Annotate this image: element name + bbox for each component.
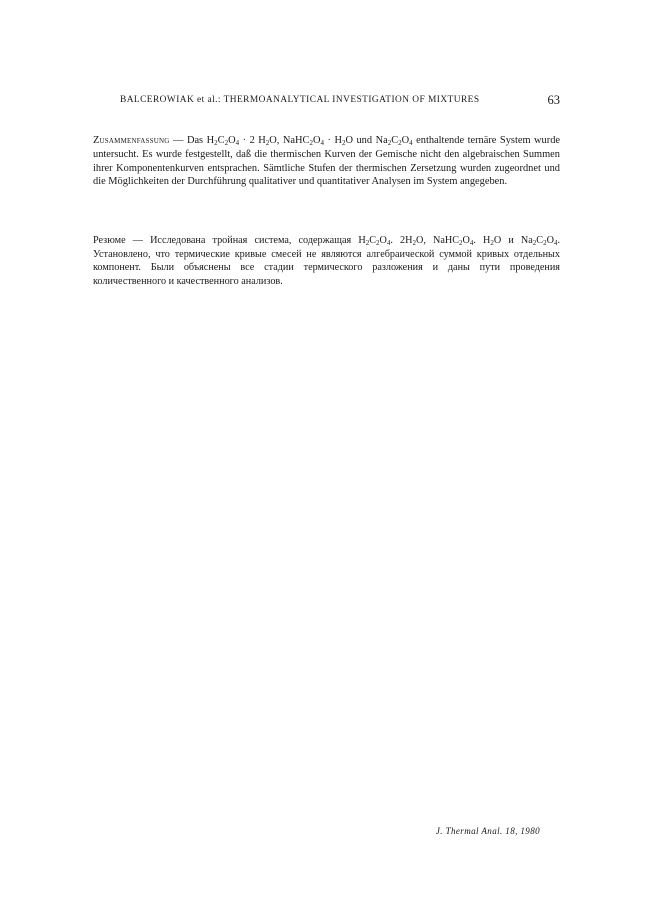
text-run: C xyxy=(369,235,376,247)
subscript: 4 xyxy=(235,139,240,148)
text-run: O и Na xyxy=(493,235,533,247)
text-run: C xyxy=(391,135,399,147)
page-number: 63 xyxy=(547,93,560,107)
abstract-german-label: Zusammenfassung xyxy=(93,135,170,147)
subscript: 2 xyxy=(412,239,416,248)
text-run: O xyxy=(228,135,236,147)
text-run: O xyxy=(379,235,387,247)
text-run: . H xyxy=(473,235,491,247)
subscript: 2 xyxy=(376,239,380,248)
subscript: 2 xyxy=(490,239,494,248)
subscript: 2 xyxy=(365,239,370,248)
text-run: . Установлено, что термические кривые смесей не являются алгебраической суммой кривых отдельных компонент. Были объяснены все стадии термического разложения и даны пути проведения количественного и качественного анализов. xyxy=(93,235,560,287)
subscript: 2 xyxy=(398,139,402,148)
text-run: O xyxy=(312,135,321,147)
abstract-russian xyxy=(93,234,560,288)
text-run: — xyxy=(169,135,187,147)
text-run: O und Na xyxy=(345,135,388,147)
subscript: 2 xyxy=(214,139,218,148)
subscript: 2 xyxy=(532,239,537,248)
text-run: O xyxy=(546,235,554,247)
text-run: O, NaHC xyxy=(415,235,460,247)
text-run: Исследована тройная система, содержащая H xyxy=(150,235,366,247)
subscript: 4 xyxy=(409,139,413,148)
text-run: · H xyxy=(323,135,342,147)
subscript: 2 xyxy=(224,139,229,148)
running-head xyxy=(120,93,560,111)
subscript: 4 xyxy=(469,239,474,248)
text-run: · 2 H xyxy=(239,135,266,147)
text-run: O xyxy=(462,235,470,247)
running-title: BALCEROWIAK et al.: THERMOANALYTICAL INVESTIGATION OF MIXTURES xyxy=(120,95,480,105)
text-run: O xyxy=(401,135,410,147)
subscript: 2 xyxy=(341,139,346,148)
subscript: 2 xyxy=(459,239,463,248)
text-run: . 2H xyxy=(390,235,413,247)
text-run: C xyxy=(536,235,544,247)
journal-reference: J. Thermal Anal. 18, 1980 xyxy=(435,826,540,836)
text-run: Das H xyxy=(186,135,215,147)
text-run: C xyxy=(217,135,225,147)
subscript: 2 xyxy=(543,239,547,248)
subscript: 4 xyxy=(386,239,391,248)
subscript: 4 xyxy=(553,239,558,248)
subscript: 2 xyxy=(387,139,392,148)
text-run: O, NaHC xyxy=(269,135,310,147)
subscript: 4 xyxy=(320,139,324,148)
subscript: 2 xyxy=(265,139,270,148)
abstract-german xyxy=(93,134,560,188)
text-run: enthaltende ternäre System wurde untersucht. Es wurde festgestellt, daß die thermischen Kurven der Gemische nicht den algebraischen Summen ihrer Komponentenkurven entsprachen. Sämtliche Stufen der thermischen Zersetzung wurden zugeordnet und die Möglichkeiten der Durchführung qualitativer und quantitativer Analysen im System angegeben. xyxy=(93,135,561,188)
text-run: — xyxy=(125,235,151,247)
subscript: 2 xyxy=(309,139,313,148)
abstract-russian-label: Резюме xyxy=(93,235,126,247)
